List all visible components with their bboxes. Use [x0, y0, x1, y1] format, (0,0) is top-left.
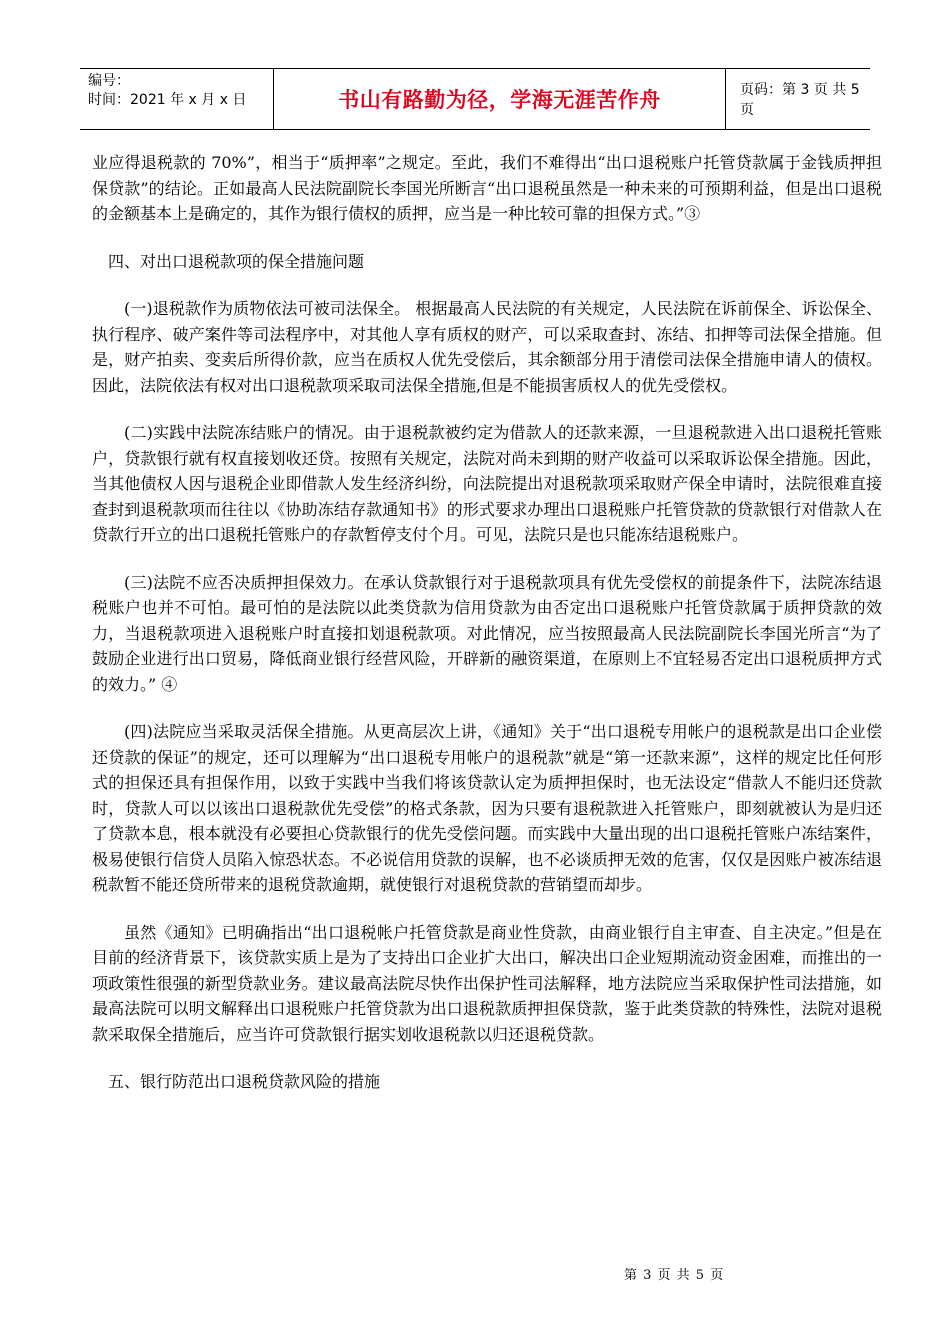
header-meta: [80, 69, 274, 129]
paragraph-recommendation: 虽然《通知》已明确指出“出口退税帐户托管贷款是商业性贷款，由商业银行自主审查、自主决定。”但是在目前的经济背景下，该贷款实质上是为了支持出口企业扩大出口，解决出口企业短期流动资金困难，而推出的一项政策性很强的新型贷款业务。建议最高法院尽快作出保护性司法解释，地方法院应当采取保护性司法措施，如最高法院可以明文解释出口退税账户托管贷款为出口退税款质押担保贷款，鉴于此类贷款的特殊性，法院对退税款采取保全措施后，应当许可贷款银行据实划收退税款以归还退税贷款。: [92, 922, 882, 1044]
paragraph-item-1: (一)退税款作为质物依法可被司法保全。 根据最高人民法院的有关规定，人民法院在诉前保全、诉讼保全、执行程序、破产案件等司法程序中，对其他人享有质权的财产，可以采取查封、冻结、扣押等司法保全措施。但是，财产拍卖、变卖后所得价款，应当在质权人优先受偿后，其余额部分用于清偿司法保全措施申请人的债权。因此，法院依法有权对出口退税款项采取司法保全措施,但是不能损害质权人的优先受偿权。: [92, 299, 882, 395]
page-footer: 第 3 页 共 5 页: [624, 1268, 725, 1283]
document-number-label: 编号：: [88, 73, 130, 89]
document-date-label: 时间：2021 年 x 月 x 日: [88, 92, 247, 108]
header-page-number: 页码：第 3 页 共 5 页: [740, 82, 860, 118]
paragraph-item-4: (四)法院应当采取灵活保全措施。从更高层次上讲，《通知》关于“出口退税专用帐户的退税款是出口企业偿还贷款的保证”的规定，还可以理解为“出口退税专用帐户的退税款”就是“第一还款来源”，这样的规定比任何形式的担保还具有担保作用，以致于实践中当我们将该贷款认定为质押担保时，也无法设定“借款人不能归还贷款时，贷款人可以以该出口退税款优先受偿”的格式条款，因为只要有退税款进入托管账户，即刻就被认为是归还了贷款本息，根本就没有必要担心贷款银行的优先受偿问题。而实践中大量出现的出口退税托管账户冻结案件，极易使银行信贷人员陷入惊恐状态。不必说信用贷款的误解，也不必谈质押无效的危害，仅仅是因账户被冻结退税款暂不能还贷所带来的退税贷款逾期，就使银行对退税贷款的营销望而却步。: [92, 722, 882, 894]
section-heading-4: 四、对出口退税款项的保全措施问题: [108, 251, 365, 271]
document-body: [92, 150, 882, 1117]
section-heading-5: 五、银行防范出口退税贷款风险的措施: [108, 1072, 381, 1091]
paragraph-continuation: 业应得退税款的 70%”，相当于“质押率”之规定。至此，我们不难得出“出口退税账户托管贷款属于金钱质押担保贷款”的结论。正如最高人民法院副院长李国光所断言“出口退税虽然是一种未来的可预期利益，但是出口退税的金额基本上是确定的，其作为银行债权的质押，应当是一种比较可靠的担保方式。”③: [92, 153, 882, 223]
paragraph-item-3: (三)法院不应否决质押担保效力。在承认贷款银行对于退税款项具有优先受偿权的前提条件下，法院冻结退税账户也并不可怕。最可怕的是法院以此类贷款为信用贷款为由否定出口退税账户托管贷款属于质押贷款的效力，当退税款项进入退税账户时直接扣划退税款项。对此情况，应当按照最高人民法院副院长李国光所言“为了鼓励企业进行出口贸易，降低商业银行经营风险，开辟新的融资渠道，在原则上不宜轻易否定出口退税质押方式的效力。” ④: [92, 572, 882, 694]
header-motto: 书山有路勤为径，学海无涯苦作舟: [274, 69, 726, 129]
paragraph-item-2: (二)实践中法院冻结账户的情况。由于退税款被约定为借款人的还款来源，一旦退税款进入出口退税托管账户，贷款银行就有权直接划收还贷。按照有关规定，法院对尚未到期的财产收益可以采取诉讼保全措施。因此，当其他债权人因与退税企业即借款人发生经济纠纷，向法院提出对退税款项采取财产保全申请时，法院很难直接查封到退税款项而往往以《协助冻结存款通知书》的形式要求办理出口退税账户托管贷款的贷款银行对借款人在贷款行开立的出口退税托管账户的存款暂停支付个月。可见，法院只是也只能冻结退税账户。: [92, 423, 882, 544]
page-header: [80, 68, 870, 130]
